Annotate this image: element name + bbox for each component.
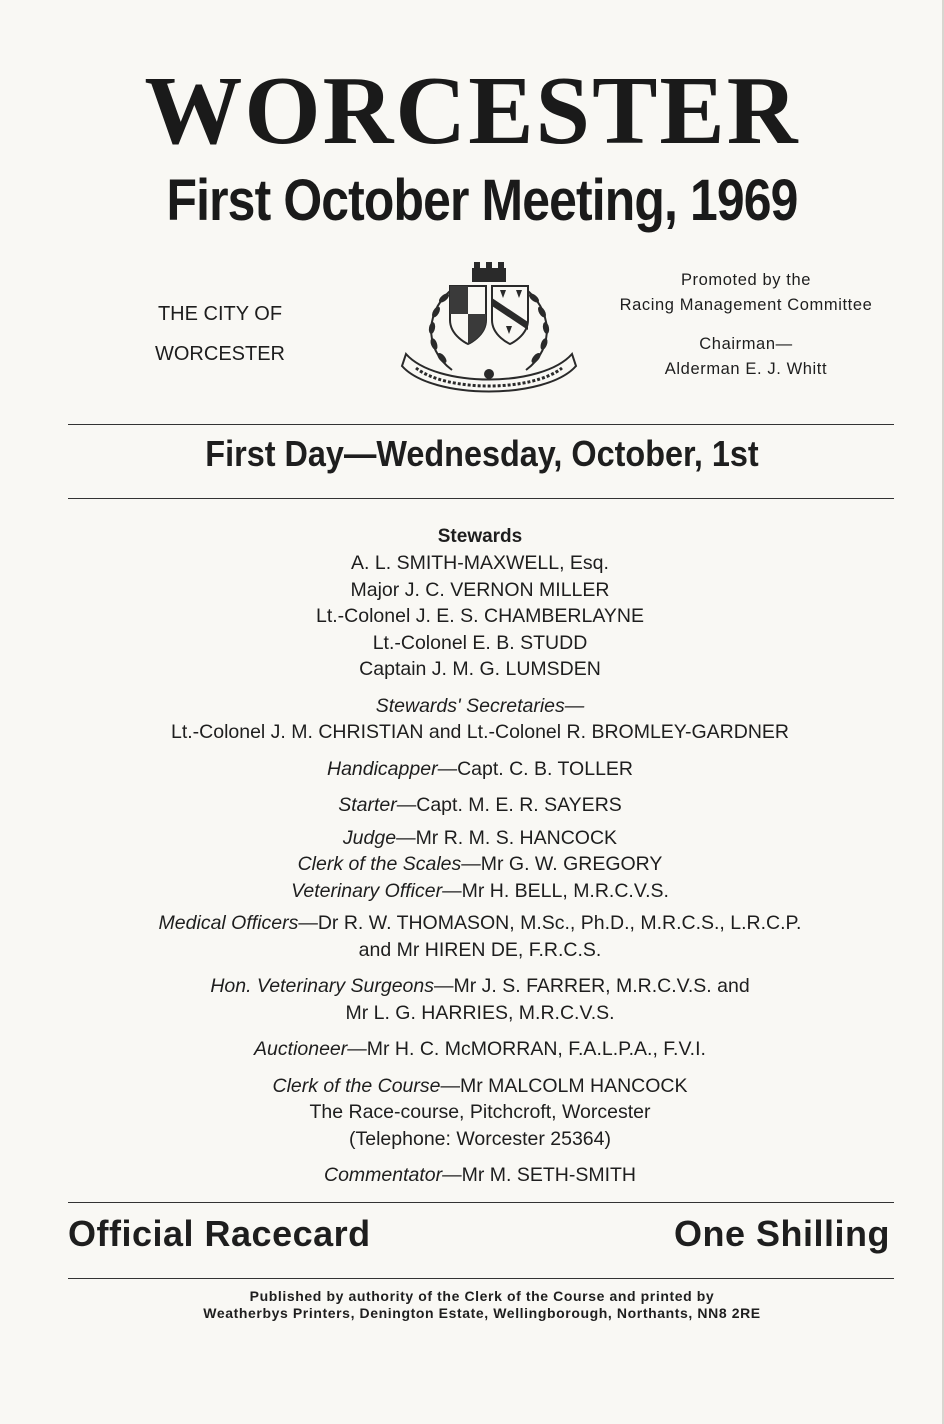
commentator: Commentator—Mr M. SETH-SMITH <box>323 1164 637 1186</box>
divider-3 <box>68 1202 894 1203</box>
city-line-2: WORCESTER <box>155 343 285 365</box>
meeting-subtitle: First October Meeting, 1969 <box>166 168 798 233</box>
auctioneer: Auctioneer—Mr H. C. McMORRAN, F.A.L.P.A., F.V.I. <box>254 1038 706 1060</box>
page-title: WORCESTER <box>144 57 800 165</box>
secretaries-names: Lt.-Colonel J. M. CHRISTIAN and Lt.-Colonel R. BROMLEY-GARDNER <box>170 721 790 743</box>
hon-vet-surgeons: Hon. Veterinary Surgeons—Mr J. S. FARRER, M.R.C.V.S. and <box>210 975 750 997</box>
price-label: One Shilling <box>673 1213 890 1254</box>
starter: Starter—Capt. M. E. R. SAYERS <box>338 794 622 816</box>
steward-name: Major J. C. VERNON MILLER <box>350 578 610 601</box>
clerk-of-scales: Clerk of the Scales—Mr G. W. GREGORY <box>297 853 663 875</box>
stewards-heading: Stewards <box>437 526 523 547</box>
steward-name: Lt.-Colonel E. B. STUDD <box>372 631 588 654</box>
steward-name: A. L. SMITH-MAXWELL, Esq. <box>351 552 609 574</box>
coat-of-arms-icon <box>396 258 582 404</box>
hon-vet-surgeons-2: Mr L. G. HARRIES, M.R.C.V.S. <box>345 1001 615 1024</box>
promoted-line-1: Promoted by the <box>680 271 812 289</box>
city-block <box>140 294 300 374</box>
chairman-name: Alderman E. J. Whitt <box>664 360 828 378</box>
medical-officers: Medical Officers—Dr R. W. THOMASON, M.Sc., Ph.D., M.R.C.S., L.R.C.P. <box>158 912 802 934</box>
secretaries-role: Stewards' Secretaries— <box>375 694 585 717</box>
officials-list <box>60 524 900 1189</box>
clerk-phone: (Telephone: Worcester 25364) <box>349 1127 611 1150</box>
divider-2 <box>68 498 894 499</box>
clerk-address: The Race-course, Pitchcroft, Worcester <box>309 1101 651 1123</box>
footer-line-1: Published by authority of the Clerk of the Course and printed by <box>249 1288 715 1304</box>
steward-name: Captain J. M. G. LUMSDEN <box>359 658 601 680</box>
footer-line-2: Weatherbys Printers, Denington Estate, Wellingborough, Northants, NN8 2RE <box>203 1305 761 1321</box>
promoted-line-2: Racing Management Committee <box>619 296 873 314</box>
divider-1 <box>68 424 894 425</box>
medical-officers-2: and Mr HIREN DE, F.R.C.S. <box>358 938 602 961</box>
handicapper: Handicapper—Capt. C. B. TOLLER <box>326 757 634 780</box>
printer-footer <box>0 1288 944 1322</box>
day-heading: First Day—Wednesday, October, 1st <box>205 433 759 474</box>
veterinary-officer: Veterinary Officer—Mr H. BELL, M.R.C.V.S. <box>291 879 669 902</box>
steward-name: Lt.-Colonel J. E. S. CHAMBERLAYNE <box>316 605 644 627</box>
judge: Judge—Mr R. M. S. HANCOCK <box>342 826 618 849</box>
city-line-1: THE CITY OF <box>157 303 283 325</box>
clerk-of-course: Clerk of the Course—Mr MALCOLM HANCOCK <box>272 1074 688 1097</box>
divider-4 <box>68 1278 894 1279</box>
promoter-block <box>596 268 896 382</box>
chairman-label: Chairman— <box>699 335 793 353</box>
official-racecard-label: Official Racecard <box>68 1213 371 1254</box>
